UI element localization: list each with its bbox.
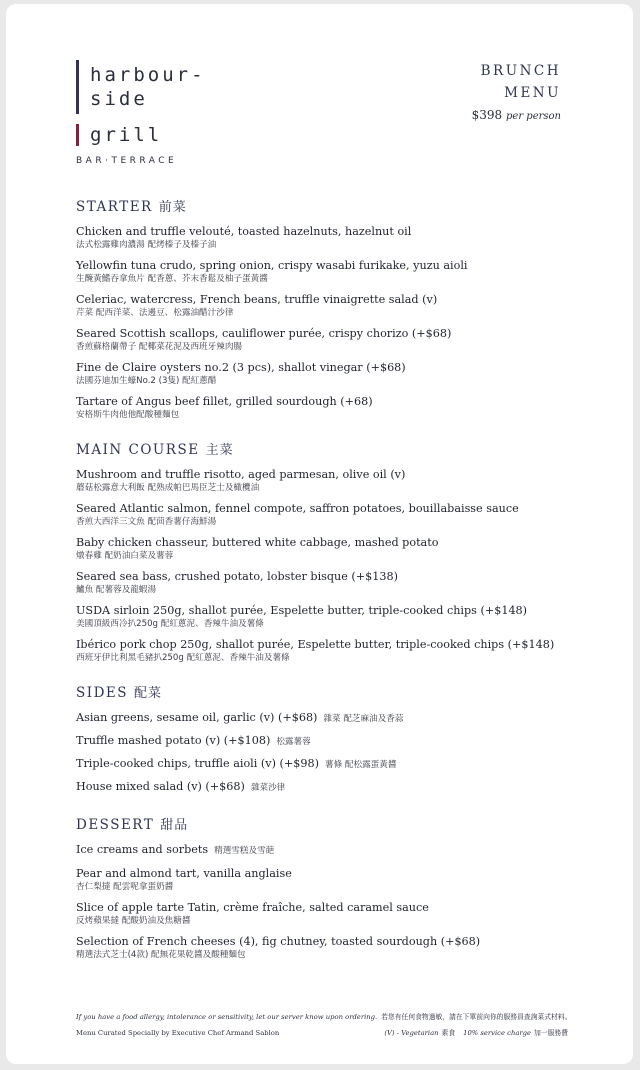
section-title: MAIN COURSE xyxy=(76,442,200,458)
price-amount: $398 xyxy=(471,108,503,122)
item-name-en: Tartare of Angus beef fillet, grilled sourdough (+68) xyxy=(76,395,373,408)
section-title-zh: 主菜 xyxy=(205,443,234,458)
menu-item xyxy=(76,779,576,796)
item-name-en: Asian greens, sesame oil, garlic (v) (+$68) xyxy=(76,711,318,724)
item-name-zh: 蘑菇松露意大利飯 配熟成帕巴馬臣芝士及橄欖油 xyxy=(76,483,260,493)
section-title-zh: 甜品 xyxy=(160,818,189,833)
menu-item xyxy=(76,292,576,319)
section-sides xyxy=(76,684,576,796)
item-name-zh: 法國芬迪加生蠔No.2 (3隻) 配紅蔥醋 xyxy=(76,376,217,386)
section-main-course xyxy=(76,441,576,664)
item-name-en: Ibérico pork chop 250g, shallot purée, Espelette butter, triple-cooked chips (+$148) xyxy=(76,638,555,651)
section-heading xyxy=(76,441,576,459)
menu-item xyxy=(76,934,576,961)
vegetarian-legend: (V) - Vegetarian xyxy=(384,1029,439,1037)
allergy-notice-en: If you have a food allergy, intolerance or sensitivity, let our server know upon ordering. xyxy=(76,1013,378,1021)
section-heading xyxy=(76,198,576,216)
menu-item xyxy=(76,603,576,630)
allergy-notice xyxy=(76,1012,576,1022)
item-name-zh: 芹菜 配西洋菜、法邊豆、松露油醋汁沙律 xyxy=(76,308,234,318)
item-name-en: Chicken and truffle velouté, toasted hazelnuts, hazelnut oil xyxy=(76,225,412,238)
vegetarian-legend-zh: 素食 xyxy=(441,1029,456,1037)
item-name-zh: 香煎大西洋三文魚 配茴香薯仔海鮮湯 xyxy=(76,517,217,527)
service-charge: 10% service charge xyxy=(463,1029,532,1037)
allergy-notice-zh: 若您有任何食物過敏，請在下單前向你的服務員查詢菜式材料。 xyxy=(381,1013,572,1021)
section-heading xyxy=(76,684,576,702)
item-name-en: Triple-cooked chips, truffle aioli (v) (+$98) xyxy=(76,757,319,770)
section-dessert xyxy=(76,816,576,961)
item-line xyxy=(76,733,576,750)
service-charge-zh: 加一服務費 xyxy=(534,1029,568,1037)
item-name-en: Truffle mashed potato (v) (+$108) xyxy=(76,734,271,747)
item-line xyxy=(76,842,576,859)
item-name-zh: 燉春雞 配奶油白菜及薯蓉 xyxy=(76,551,174,561)
section-title-zh: 配菜 xyxy=(134,686,163,701)
item-name-zh: 精選法式芝士(4款) 配無花果乾醬及酸種麵包 xyxy=(76,950,246,960)
item-name-zh: 雜菜 配芝麻油及香蒜 xyxy=(323,714,404,724)
menu-item xyxy=(76,733,576,750)
menu-item xyxy=(76,224,576,251)
footer-legend xyxy=(384,1028,576,1038)
menu-item xyxy=(76,326,576,353)
item-name-en: Seared sea bass, crushed potato, lobster bisque (+$138) xyxy=(76,570,399,583)
section-title-zh: 前菜 xyxy=(158,200,187,215)
menu-item xyxy=(76,842,576,859)
logo-word-harbour: harbour- xyxy=(90,64,206,86)
menu-item xyxy=(76,756,576,773)
item-name-en: Yellowfin tuna crudo, spring onion, crispy wasabi furikake, yuzu aioli xyxy=(76,259,468,272)
menu-item xyxy=(76,637,576,664)
item-name-en: Seared Scottish scallops, cauliflower purée, crispy chorizo (+$68) xyxy=(76,327,452,340)
item-name-en: Mushroom and truffle risotto, aged parmesan, olive oil (v) xyxy=(76,468,406,481)
section-title: STARTER xyxy=(76,199,153,215)
section-heading xyxy=(76,816,576,834)
footer-row xyxy=(76,1028,576,1038)
item-name-zh: 西班牙伊比利黑毛豬扒250g 配紅蔥泥、香辣牛油及薯條 xyxy=(76,653,290,663)
item-name-en: USDA sirloin 250g, shallot purée, Espelette butter, triple-cooked chips (+$148) xyxy=(76,604,528,617)
item-name-en: Slice of apple tarte Tatin, crème fraîche, salted caramel sauce xyxy=(76,901,429,914)
menu-footer xyxy=(76,1012,576,1038)
item-name-en: Ice creams and sorbets xyxy=(76,843,209,856)
menu-item xyxy=(76,467,576,494)
item-name-zh: 薯條 配松露蛋黃醬 xyxy=(324,760,397,770)
price-unit: per person xyxy=(506,111,561,122)
item-line xyxy=(76,710,576,727)
section-starter xyxy=(76,198,576,421)
menu-item xyxy=(76,394,576,421)
item-name-zh: 安格斯牛肉他他配酸種麵包 xyxy=(76,410,180,420)
item-name-en: Pear and almond tart, vanilla anglaise xyxy=(76,867,292,880)
menu-page xyxy=(6,4,633,1064)
brunch-header xyxy=(472,60,561,122)
item-name-en: Baby chicken chasseur, buttered white cabbage, mashed potato xyxy=(76,536,439,549)
item-line xyxy=(76,779,576,796)
brunch-title: BRUNCH xyxy=(480,63,561,79)
chef-credit: Menu Curated Specially by Executive Chef Armand Sablon xyxy=(76,1029,280,1037)
item-name-zh: 法式松露雞肉濃湯 配烤榛子及榛子油 xyxy=(76,240,217,250)
menu-item xyxy=(76,866,576,893)
item-name-en: Celeriac, watercress, French beans, truffle vinaigrette salad (v) xyxy=(76,293,438,306)
section-title: SIDES xyxy=(76,685,129,701)
item-name-en: Selection of French cheeses (4), fig chutney, toasted sourdough (+$68) xyxy=(76,935,481,948)
logo-word-grill: grill xyxy=(90,124,163,146)
item-line xyxy=(76,756,576,773)
item-name-zh: 雜菜沙律 xyxy=(250,783,286,793)
menu-item xyxy=(76,501,576,528)
section-title: DESSERT xyxy=(76,817,155,833)
menu-item xyxy=(76,258,576,285)
item-name-en: Fine de Claire oysters no.2 (3 pcs), shallot vinegar (+$68) xyxy=(76,361,406,374)
item-name-zh: 美國頂級西冷扒250g 配紅蔥泥、香辣牛油及薯條 xyxy=(76,619,264,629)
menu-body xyxy=(76,198,576,981)
menu-item xyxy=(76,710,576,727)
logo-word-side: side xyxy=(90,88,148,110)
menu-item xyxy=(76,535,576,562)
logo-bar-red xyxy=(76,124,79,146)
item-name-zh: 松露薯蓉 xyxy=(276,737,311,747)
logo-bar-navy xyxy=(76,60,79,114)
item-name-zh: 生醃黃鰭吞拿魚片 配香蔥、芥末香鬆及柚子蛋黃醬 xyxy=(76,274,268,284)
item-name-zh: 反烤蘋果撻 配酸奶油及焦糖醬 xyxy=(76,916,191,926)
logo-subtitle: BAR·TERRACE xyxy=(76,156,178,166)
item-name-zh: 精選雪糕及雪葩 xyxy=(214,846,275,856)
item-name-en: Seared Atlantic salmon, fennel compote, saffron potatoes, bouillabaisse sauce xyxy=(76,502,519,515)
menu-item xyxy=(76,569,576,596)
item-name-zh: 杏仁梨撻 配雲呢拿蛋奶醬 xyxy=(76,882,174,892)
item-name-en: House mixed salad (v) (+$68) xyxy=(76,780,245,793)
item-name-zh: 鱸魚 配薯蓉及龍蝦湯 xyxy=(76,585,157,595)
price xyxy=(472,108,561,122)
menu-title: MENU xyxy=(504,85,561,101)
menu-item xyxy=(76,900,576,927)
menu-item xyxy=(76,360,576,387)
item-name-zh: 香煎蘇格蘭帶子 配椰菜花泥及西班牙辣肉腸 xyxy=(76,342,243,352)
